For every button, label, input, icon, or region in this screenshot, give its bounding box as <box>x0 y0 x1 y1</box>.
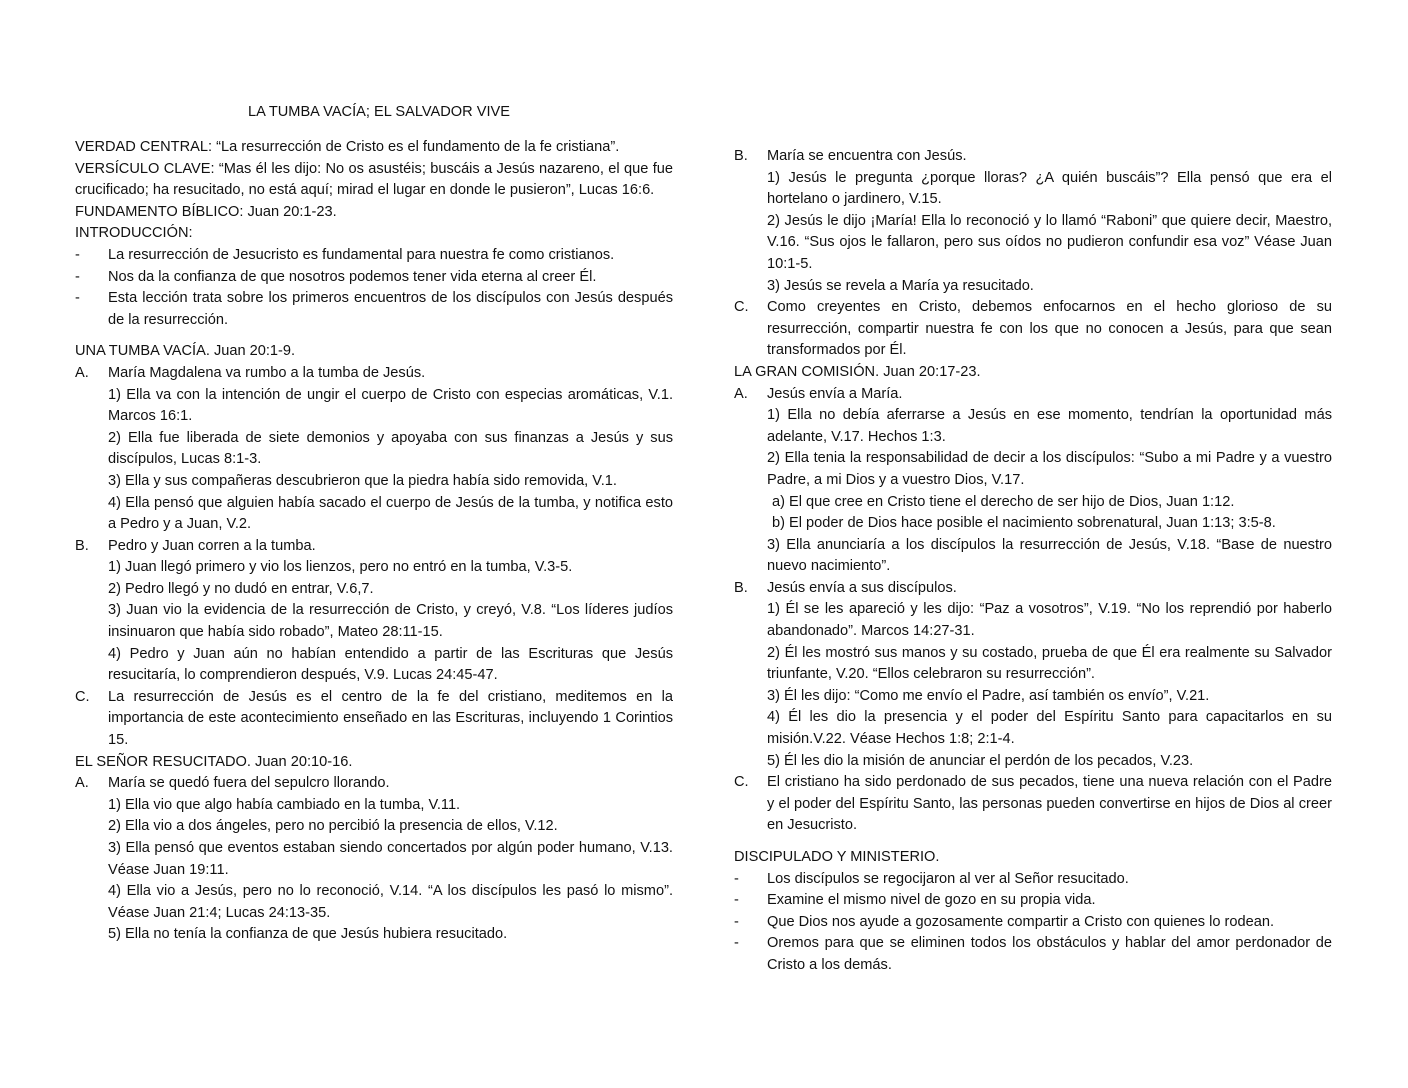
sub-point: 1) Ella va con la intención de ungir el cuerpo de Cristo con especias aromáticas, V.1. Marcos 16:1. <box>108 386 673 425</box>
point-b: B. Jesús envía a sus discípulos. <box>734 579 957 596</box>
section-heading-great-commission: LA GRAN COMISIÓN. Juan 20:17-23. <box>734 363 981 380</box>
section-heading-risen-lord: EL SEÑOR RESUCITADO. Juan 20:10-16. <box>75 753 353 770</box>
sub-point: 1) Ella vio que algo había cambiado en la tumba, V.11. <box>108 796 461 813</box>
introduction-heading: INTRODUCCIÓN: <box>75 225 193 242</box>
point-c: C. Como creyentes en Cristo, debemos enfocarnos en el hecho glorioso de su resurrección, compartir nuestra fe con los que no conocen a Jesús, para que sean transformados por Él. <box>734 299 1332 359</box>
sub-point: 4) Ella pensó que alguien había sacado el cuerpo de Jesús de la tumba, y notifica esto a Pedro y a Juan, V.2. <box>108 494 673 533</box>
discipleship-bullet: - Los discípulos se regocijaron al ver al Señor resucitado. <box>734 870 1129 887</box>
section-heading-discipleship: DISCIPULADO Y MINISTERIO. <box>734 849 940 865</box>
intro-bullet: - Esta lección trata sobre los primeros encuentros de los discípulos con Jesús después de la resurrección. <box>75 290 673 328</box>
page-title: LA TUMBA VACÍA; EL SALVADOR VIVE <box>248 104 510 120</box>
sub-point: 2) Jesús le dijo ¡María! Ella lo reconoció y lo llamó “Raboni” que quiere decir, Maestro, V.16. “Sus ojos le fallaron, pero sus oídos no pudieron confundir esa voz” Véase Juan 10:1-5. <box>767 212 1332 272</box>
sub-point: 3) Jesús se revela a María ya resucitado. <box>767 277 1034 294</box>
discipleship-bullet: - Que Dios nos ayude a gozosamente compartir a Cristo con quienes lo rodean. <box>734 913 1275 930</box>
sub-point: 3) Ella y sus compañeras descubrieron que la piedra había sido removida, V.1. <box>108 472 617 489</box>
sub-sub-point: a) El que cree en Cristo tiene el derecho de ser hijo de Dios, Juan 1:12. <box>772 493 1235 510</box>
central-truth: VERDAD CENTRAL: “La resurrección de Cristo es el fundamento de la fe cristiana”. <box>75 139 620 155</box>
sub-point: 3) Ella pensó que eventos estaban siendo concertados por algún poder humano, V.13. Véase Juan 19:11. <box>108 840 673 878</box>
sub-point: 3) Él les dijo: “Como me envío el Padre, así también os envío”, V.21. <box>767 687 1210 704</box>
sub-point: 3) Juan vio la evidencia de la resurrección de Cristo, y creyó, V.8. “Los líderes judíos insinuaron que había sido robado”, Mateo 28:11-15. <box>108 602 673 641</box>
discipleship-bullet: - Examine el mismo nivel de gozo en su propia vida. <box>734 892 1096 909</box>
sub-point: 2) Pedro llegó y no dudó en entrar, V.6,7. <box>108 580 374 597</box>
key-verse: VERSÍCULO CLAVE: “Mas él les dijo: No os asustéis; buscáis a Jesús nazareno, el que fue crucificado; ha resucitado, no está aquí; mirad el lugar en donde le pusieron”, Lucas 16:6. <box>75 160 673 199</box>
sub-sub-point: b) El poder de Dios hace posible el nacimiento sobrenatural, Juan 1:13; 3:5-8. <box>772 515 1276 532</box>
point-b: B. Pedro y Juan corren a la tumba. <box>75 537 316 554</box>
sub-point: 2) Él les mostró sus manos y su costado, prueba de que Él era realmente su Salvador triunfante, V.20. “Ellos celebraron su resurrección”. <box>767 644 1332 683</box>
sub-point: 5) Él les dio la misión de anunciar el perdón de los pecados, V.23. <box>767 752 1194 769</box>
sub-point: 1) Juan llegó primero y vio los lienzos, pero no entró en la tumba, V.3-5. <box>108 559 573 576</box>
point-a: A. María Magdalena va rumbo a la tumba de Jesús. <box>75 364 426 381</box>
sub-point: 4) Pedro y Juan aún no habían entendido a partir de las Escrituras que Jesús resucitaría, lo comprendieron después, V.9. Lucas 24:45-47. <box>108 645 673 684</box>
sub-point: 1) Ella no debía aferrarse a Jesús en ese momento, tendrían la oportunidad más adelante, V.17. Hechos 1:3. <box>767 407 1332 445</box>
intro-bullet: - La resurrección de Jesucristo es fundamental para nuestra fe como cristianos. <box>75 246 615 263</box>
sub-point: 1) Él se les apareció y les dijo: “Paz a vosotros”, V.19. “No los reprendió por haberlo abandonado”. Marcos 14:27-31. <box>767 601 1332 640</box>
section-heading-empty-tomb: UNA TUMBA VACÍA. Juan 20:1-9. <box>75 343 296 360</box>
sub-point: 2) Ella vio a dos ángeles, pero no percibió la presencia de ellos, V.12. <box>108 818 558 835</box>
sub-point: 4) Ella vio a Jesús, pero no lo reconoció, V.14. “A los discípulos les pasó lo mismo”. Véase Juan 21:4; Lucas 24:13-35. <box>108 883 673 921</box>
sub-point: 2) Ella fue liberada de siete demonios y apoyaba con sus finanzas a Jesús y sus discípulos, Lucas 8:1-3. <box>108 429 673 468</box>
sub-point: 2) Ella tenia la responsabilidad de decir a los discípulos: “Subo a mi Padre y a vuestro Padre, a mi Dios y a vuestro Dios, V.17. <box>767 450 1332 488</box>
point-c: C. El cristiano ha sido perdonado de sus pecados, tiene una nueva relación con el Padre y el poder del Espíritu Santo, las personas pueden convertirse en hijos de Dios al creer en Jesucristo. <box>734 774 1332 834</box>
point-a: A. María se quedó fuera del sepulcro llorando. <box>75 775 390 792</box>
point-a: A. Jesús envía a María. <box>734 385 903 402</box>
left-content <box>75 137 673 946</box>
sub-point: 1) Jesús le pregunta ¿porque lloras? ¿A quién buscáis”? Ella pensó que era el hortelano o jardinero, V.15. <box>767 169 1332 208</box>
right-content <box>734 146 1332 977</box>
sub-point: 3) Ella anunciaría a los discípulos la resurrección de Jesús, V.18. “Base de nuestro nuevo nacimiento”. <box>767 536 1332 575</box>
sub-point: 4) Él les dio la presencia y el poder del Espíritu Santo para capacitarlos en su misión.V.22. Véase Hechos 1:8; 2:1-4. <box>767 709 1332 748</box>
discipleship-bullet: - Oremos para que se eliminen todos los obstáculos y hablar del amor perdonador de Cristo a los demás. <box>734 935 1332 973</box>
sub-point: 5) Ella no tenía la confianza de que Jesús hubiera resucitado. <box>108 926 508 943</box>
point-b: B. María se encuentra con Jesús. <box>734 148 967 164</box>
intro-bullet: - Nos da la confianza de que nosotros podemos tener vida eterna al creer Él. <box>75 268 597 285</box>
biblical-foundation: FUNDAMENTO BÍBLICO: Juan 20:1-23. <box>75 203 337 220</box>
point-c: C. La resurrección de Jesús es el centro de la fe del cristiano, meditemos en la importancia de este acontecimiento enseñado en las Escrituras, incluyendo 1 Corintios 15. <box>75 688 673 749</box>
